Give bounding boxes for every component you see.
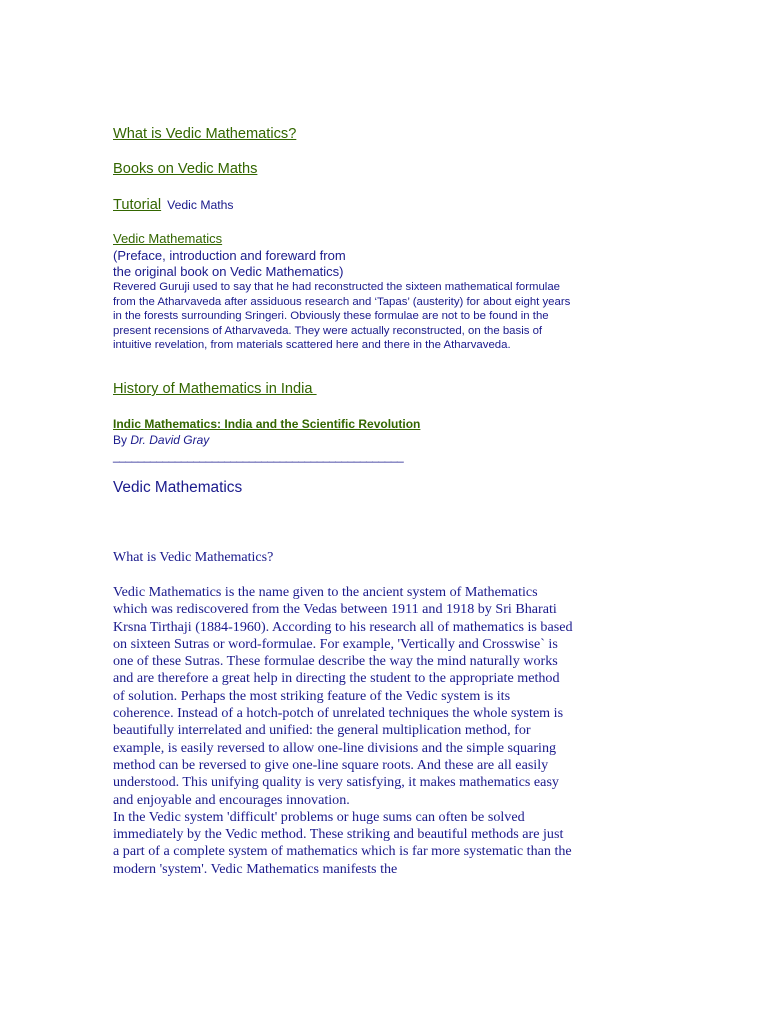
vedic-mathematics-link[interactable]: Vedic Mathematics [113,231,223,246]
indic-mathematics-block [113,415,420,447]
section-subheading: What is Vedic Mathematics? [113,550,274,565]
guruji-paragraph: Revered Guruji used to say that he had reconstructed the sixteen mathematical formulae from the Atharvaveda after assiduous research and ‘Tapas’ (austerity) for about eight years in the forests surrounding Sringeri. Obviously these formulae are not to be found in the present recensions of Atharvaveda. They were actually reconstructed, on the basis of intuitive revelation, from materials scattered here and there in the Atharvaveda. [113,281,571,351]
body-paragraph: Vedic Mathematics is the name given to the ancient system of Mathematics which was rediscovered from the Vedas between 1911 and 1918 by Sri Bharati Krsna Tirthaji (1884-1960). According to his research all of mathematics is based on sixteen Sutras or word-formulae. For example, 'Vertically and Crosswise` is one of these Sutras. These formulae describe the way the mind naturally works and are therefore a great help in directing the student to the appropriate method of solution. Perhaps the most striking feature of the Vedic system is its coherence. Instead of a hotch-potch of unrelated techniques the whole system is beautifully interrelated and unified: the general multiplication method, for example, is easily reversed to allow one-line divisions and the simple squaring method can be reversed to give one-line square roots. And these are all easily understood. This unifying quality is very satisfying, it makes mathematics easy and enjoyable and encourages innovation. In the Vedic system 'difficult' problems or huge sums can often be solved immediately by the Vedic method. These striking and beautiful methods are just a part of a complete system of mathematics which is far more systematic than the modern 'system'. Vedic Mathematics manifests the [113,584,573,877]
vedic-mathematics-book-block [113,230,573,353]
tutorial-row [113,196,234,214]
books-on-vedic-maths-link[interactable]: Books on Vedic Maths [113,161,258,177]
preface-note: (Preface, introduction and foreward from the original book on Vedic Mathematics) [113,248,346,279]
underscore-divider: _______________________________________________ [113,449,404,463]
tutorial-note: Vedic Maths [167,198,234,212]
byline-prefix: By [113,433,131,447]
indic-mathematics-link[interactable]: Indic Mathematics: India and the Scientific Revolution [113,417,421,431]
byline [113,433,420,447]
section-heading: Vedic Mathematics [113,479,243,496]
byline-author: Dr. David Gray [130,433,210,447]
tutorial-link[interactable]: Tutorial [113,197,162,213]
what-is-vedic-mathematics-link[interactable]: What is Vedic Mathematics? [113,126,297,142]
history-of-mathematics-link[interactable]: History of Mathematics in India [113,381,317,397]
